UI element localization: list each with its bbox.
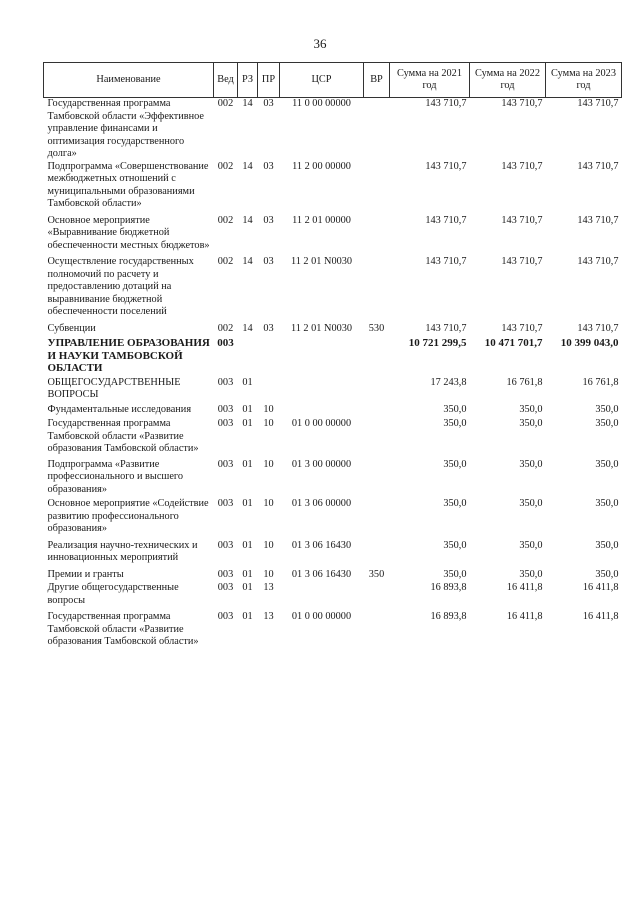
budget-table	[43, 62, 622, 651]
row-vr	[364, 540, 390, 569]
row-sum-2023: 350,0	[595, 539, 619, 551]
row-vr	[364, 215, 390, 257]
row-sum-2022: 143 710,7	[501, 256, 543, 267]
row-name: Подпрограмма «Развитие профессионального и высшего образования»	[47, 458, 184, 495]
row-pr: 10	[263, 403, 274, 415]
row-sum-2021: 16 893,8	[430, 611, 467, 622]
row-csr	[280, 337, 364, 377]
row-sum-2022: 350,0	[519, 568, 543, 580]
row-rz: 01	[242, 458, 253, 470]
row-sum-2023: 10 399 043,0	[560, 337, 619, 349]
row-sum-2022: 143 710,7	[501, 98, 543, 109]
row-pr: 10	[263, 539, 274, 551]
row-sum-2022: 10 471 701,7	[484, 337, 543, 349]
row-sum-2022: 16 761,8	[506, 376, 543, 388]
row-rz: 01	[242, 582, 253, 593]
row-vr: 350	[368, 568, 385, 580]
row-sum-2021: 143 710,7	[425, 98, 467, 109]
row-ved: 003	[217, 539, 234, 551]
row-pr	[258, 337, 280, 377]
row-sum-2023: 16 761,8	[582, 376, 619, 388]
row-name: Фундаментальные исследования	[47, 403, 192, 415]
row-csr: 11 2 00 00000	[292, 160, 351, 172]
row-name: Реализация научно-технических и инновационных мероприятий	[47, 539, 198, 563]
row-rz: 14	[242, 160, 253, 172]
row-vr	[364, 377, 390, 404]
row-name: ОБЩЕГОСУДАРСТВЕННЫЕ ВОПРОСЫ	[47, 376, 181, 400]
row-sum-2022: 143 710,7	[501, 214, 543, 226]
row-rz: 01	[242, 376, 253, 388]
row-ved: 003	[217, 458, 234, 470]
header-rz: РЗ	[238, 63, 258, 98]
row-ved: 003	[217, 498, 234, 509]
row-pr: 03	[263, 98, 274, 109]
row-ved: 003	[217, 568, 234, 580]
row-csr	[280, 582, 364, 611]
row-csr: 11 2 01 00000	[292, 214, 351, 226]
row-sum-2023: 143 710,7	[577, 256, 619, 267]
row-rz	[238, 337, 258, 377]
row-name: Государственная программа Тамбовской области «Развитие образования Тамбовской области»	[47, 611, 199, 647]
row-csr: 11 0 00 00000	[292, 98, 351, 109]
row-ved: 003	[217, 418, 234, 429]
row-ved: 003	[217, 376, 234, 388]
row-sum-2023: 350,0	[595, 403, 619, 415]
row-csr: 01 0 00 00000	[291, 418, 352, 429]
row-ved: 002	[217, 214, 234, 226]
row-sum-2022: 350,0	[519, 498, 543, 509]
table-row	[44, 540, 622, 569]
row-sum-2022: 16 411,8	[506, 582, 543, 593]
row-name: Основное мероприятие «Выравнивание бюджетной обеспеченности местных бюджетов»	[47, 214, 210, 251]
row-sum-2023: 16 411,8	[582, 582, 619, 593]
table-row	[44, 98, 622, 161]
row-sum-2023: 350,0	[595, 568, 619, 580]
row-ved: 003	[217, 611, 234, 622]
row-pr: 03	[263, 322, 274, 334]
row-vr	[364, 161, 390, 215]
row-sum-2023: 350,0	[595, 458, 619, 470]
header-ved: Вед	[214, 63, 238, 98]
row-sum-2023: 350,0	[595, 418, 619, 429]
row-pr	[258, 377, 280, 404]
row-ved: 003	[217, 337, 234, 349]
row-name: Премии и гранты	[47, 568, 124, 580]
row-pr: 13	[263, 611, 274, 622]
row-sum-2022: 143 710,7	[501, 322, 543, 334]
header-csr: ЦСР	[280, 63, 364, 98]
row-sum-2022: 143 710,7	[501, 160, 543, 172]
row-csr	[280, 404, 364, 419]
row-ved: 002	[217, 160, 234, 172]
table-row	[44, 377, 622, 404]
row-rz: 14	[242, 98, 253, 109]
row-rz: 01	[242, 539, 253, 551]
row-vr	[364, 582, 390, 611]
row-csr: 11 2 01 N0030	[290, 322, 353, 334]
table-row	[44, 215, 622, 257]
row-csr: 01 3 00 00000	[291, 458, 352, 470]
row-pr: 10	[263, 568, 274, 580]
row-sum-2021: 350,0	[443, 458, 467, 470]
row-vr: 530	[368, 322, 385, 334]
row-sum-2023: 16 411,8	[582, 611, 619, 622]
page-number: 36	[313, 36, 327, 51]
row-sum-2021: 143 710,7	[425, 214, 467, 226]
row-sum-2021: 143 710,7	[425, 256, 467, 267]
row-sum-2022: 350,0	[519, 418, 543, 429]
table-row	[44, 611, 622, 651]
row-sum-2021: 350,0	[443, 403, 467, 415]
row-rz: 14	[242, 214, 253, 226]
row-name: Подпрограмма «Совершенствование межбюджетных отношений с муниципальными образованиями Тамбовской области»	[47, 160, 209, 209]
header-name: Наименование	[44, 63, 214, 98]
row-pr: 10	[263, 498, 274, 509]
row-name: Основное мероприятие «Содействие развитию профессионального образования»	[47, 498, 209, 534]
row-vr	[364, 98, 390, 161]
table-row	[44, 498, 622, 540]
row-sum-2021: 10 721 299,5	[408, 337, 467, 349]
row-rz: 01	[242, 403, 253, 415]
row-pr: 03	[263, 160, 274, 172]
row-sum-2021: 350,0	[443, 539, 467, 551]
table-header-row	[44, 63, 622, 98]
row-name: Субвенции	[47, 322, 96, 334]
row-csr: 01 0 00 00000	[291, 611, 352, 622]
row-name: УПРАВЛЕНИЕ ОБРАЗОВАНИЯ И НАУКИ ТАМБОВСКОЙ ОБЛАСТИ	[47, 337, 210, 374]
row-name: Другие общегосударственные вопросы	[47, 582, 179, 606]
row-sum-2022: 350,0	[519, 403, 543, 415]
header-pr: ПР	[258, 63, 280, 98]
row-sum-2021: 350,0	[443, 418, 467, 429]
row-sum-2022: 350,0	[519, 458, 543, 470]
row-vr	[364, 498, 390, 540]
table-row	[44, 418, 622, 459]
header-sum-2022: Сумма на 2022 год	[470, 63, 546, 98]
table-row	[44, 256, 622, 323]
row-sum-2021: 17 243,8	[430, 376, 467, 388]
row-sum-2021: 350,0	[443, 568, 467, 580]
row-pr: 10	[263, 418, 274, 429]
row-rz: 01	[242, 568, 253, 580]
row-rz: 14	[242, 322, 253, 334]
row-sum-2021: 143 710,7	[425, 322, 467, 334]
row-sum-2021: 143 710,7	[425, 160, 467, 172]
table-row	[44, 161, 622, 215]
row-ved: 003	[217, 582, 234, 593]
row-csr: 01 3 06 16430	[291, 539, 352, 551]
row-csr	[280, 377, 364, 404]
row-vr	[364, 611, 390, 651]
row-name: Государственная программа Тамбовской области «Эффективное управление финансами и оптимизация государственного долга»	[47, 98, 204, 159]
row-sum-2023: 143 710,7	[577, 160, 619, 172]
row-pr: 03	[263, 256, 274, 267]
row-csr: 01 3 06 16430	[291, 568, 352, 580]
header-sum-2023: Сумма на 2023 год	[546, 63, 622, 98]
row-name: Осуществление государственных полномочий по расчету и предоставлению дотаций на выравнивание бюджетной обеспеченности поселений	[47, 256, 194, 317]
row-sum-2023: 143 710,7	[577, 98, 619, 109]
table-row	[44, 569, 622, 583]
header-sum-2021: Сумма на 2021 год	[390, 63, 470, 98]
row-vr	[364, 459, 390, 499]
row-vr	[364, 404, 390, 419]
row-ved: 002	[217, 256, 234, 267]
table-row	[44, 404, 622, 419]
row-vr	[364, 418, 390, 459]
row-rz: 14	[242, 256, 253, 267]
row-vr	[364, 256, 390, 323]
row-vr	[364, 337, 390, 377]
row-rz: 01	[242, 498, 253, 509]
row-rz: 01	[242, 611, 253, 622]
table-row	[44, 459, 622, 499]
row-ved: 002	[217, 322, 234, 334]
row-csr: 11 2 01 N0030	[290, 256, 353, 267]
row-pr: 13	[263, 582, 274, 593]
row-sum-2022: 350,0	[519, 539, 543, 551]
row-sum-2023: 143 710,7	[577, 322, 619, 334]
row-pr: 03	[263, 214, 274, 226]
table-row	[44, 337, 622, 377]
row-rz: 01	[242, 418, 253, 429]
row-ved: 002	[217, 98, 234, 109]
row-sum-2023: 143 710,7	[577, 214, 619, 226]
row-sum-2021: 16 893,8	[430, 582, 467, 593]
row-sum-2021: 350,0	[443, 498, 467, 509]
header-vr: ВР	[364, 63, 390, 98]
row-pr: 10	[263, 458, 274, 470]
row-name: Государственная программа Тамбовской области «Развитие образования Тамбовской области»	[47, 418, 199, 454]
row-sum-2023: 350,0	[595, 498, 619, 509]
row-csr: 01 3 06 00000	[291, 498, 352, 509]
row-sum-2022: 16 411,8	[506, 611, 543, 622]
table-body	[44, 98, 622, 651]
table-row	[44, 323, 622, 338]
table-row	[44, 582, 622, 611]
row-ved: 003	[217, 403, 234, 415]
